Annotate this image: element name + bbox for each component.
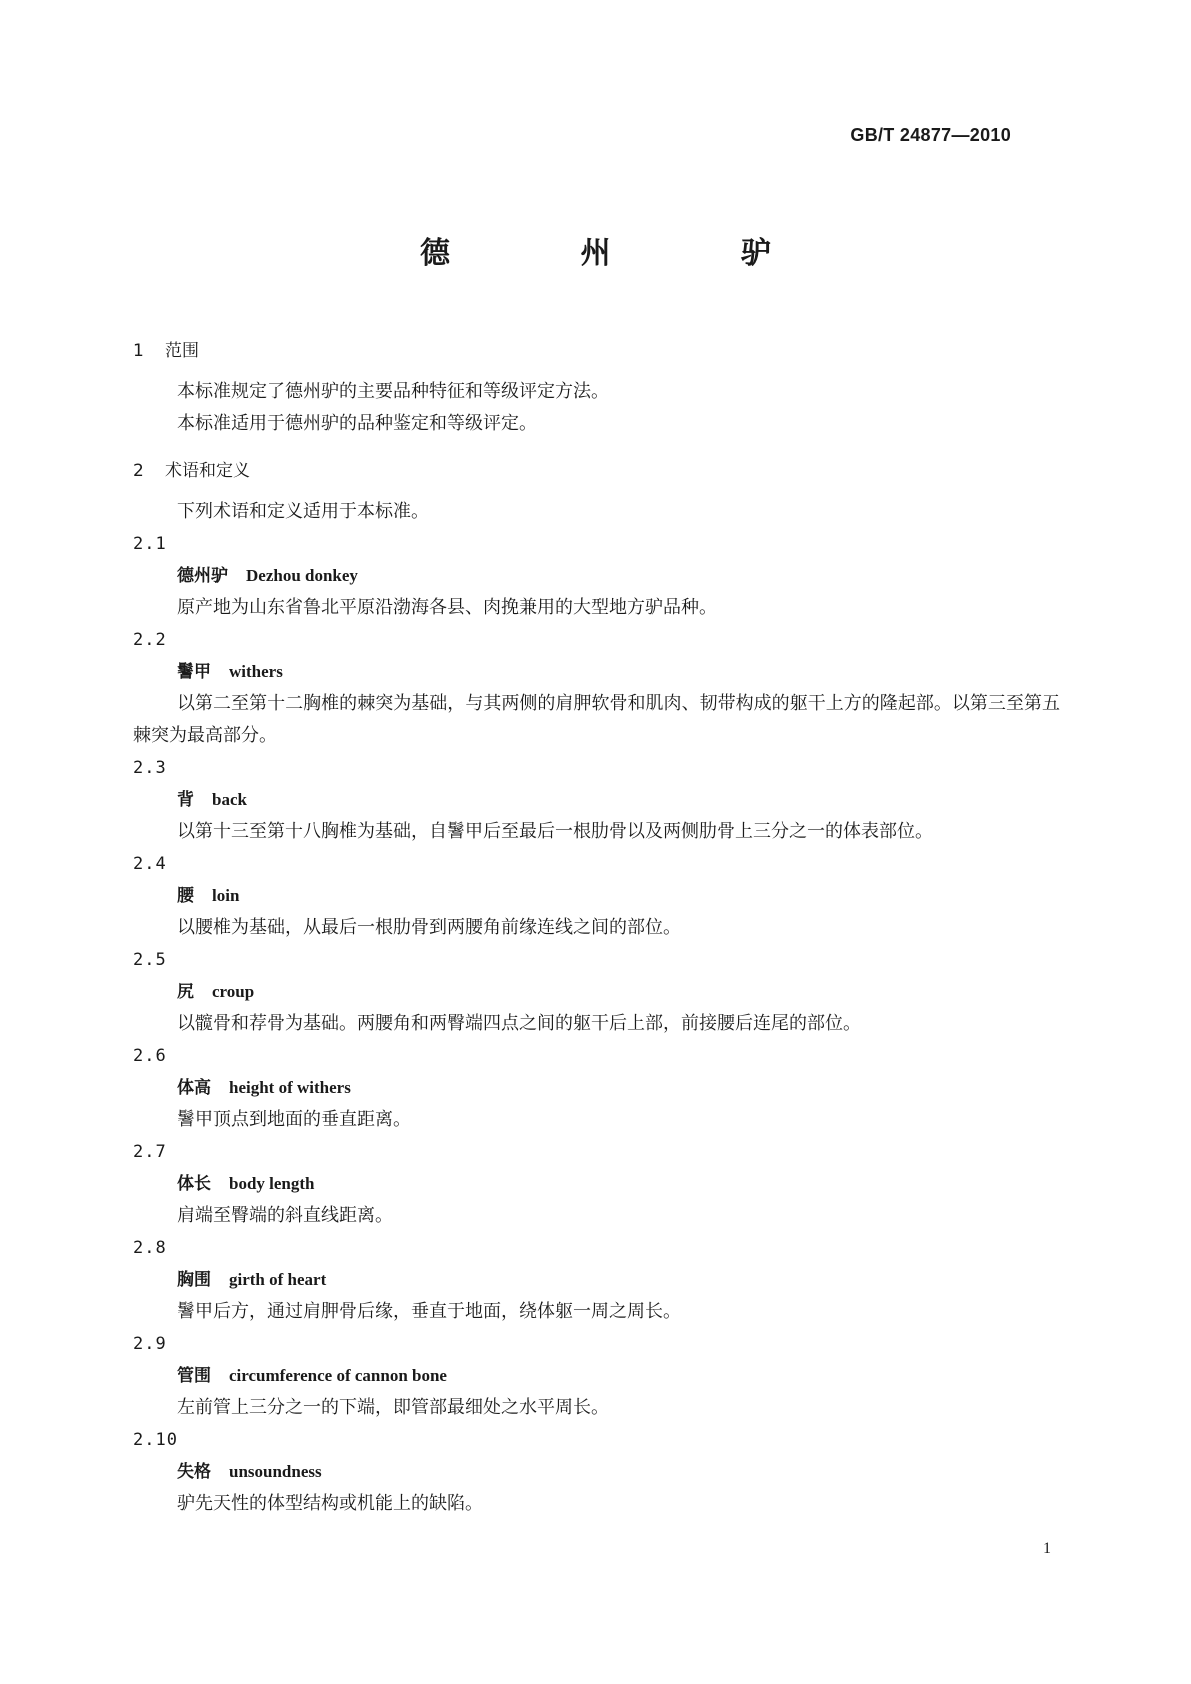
term-entry bbox=[133, 848, 1060, 944]
term-entry bbox=[133, 1040, 1060, 1136]
clause-number: 2.8 bbox=[133, 1238, 167, 1258]
scope-paragraph: 本标准规定了德州驴的主要品种特征和等级评定方法。 bbox=[177, 381, 609, 402]
term-zh: 体长 bbox=[177, 1174, 211, 1194]
term-title bbox=[133, 1456, 1060, 1488]
term-definition: 以腰椎为基础，从最后一根肋骨到两腰角前缘连线之间的部位。 bbox=[177, 917, 681, 938]
term-title bbox=[133, 1072, 1060, 1104]
term-title bbox=[133, 976, 1060, 1008]
clause-number: 2.1 bbox=[133, 534, 167, 554]
clause-number: 2.9 bbox=[133, 1334, 167, 1354]
term-en: withers bbox=[229, 662, 283, 681]
term-definition: 原产地为山东省鲁北平原沿渤海各县、肉挽兼用的大型地方驴品种。 bbox=[177, 597, 717, 618]
term-definition: 左前管上三分之一的下端，即管部最细处之水平周长。 bbox=[177, 1397, 609, 1418]
term-entry bbox=[133, 1424, 1060, 1520]
term-entry bbox=[133, 528, 1060, 624]
term-en: Dezhou donkey bbox=[246, 566, 358, 585]
clause-number: 2.7 bbox=[133, 1142, 167, 1162]
clause-number: 2.6 bbox=[133, 1046, 167, 1066]
term-zh: 德州驴 bbox=[177, 566, 228, 586]
section-number: 2 bbox=[133, 461, 144, 481]
term-zh: 管围 bbox=[177, 1366, 211, 1386]
section-heading-scope bbox=[133, 336, 1060, 366]
term-zh: 鬐甲 bbox=[177, 662, 211, 682]
term-entry bbox=[133, 1136, 1060, 1232]
term-en: girth of heart bbox=[229, 1270, 327, 1289]
term-definition: 肩端至臀端的斜直线距离。 bbox=[177, 1205, 393, 1226]
term-zh: 尻 bbox=[177, 982, 194, 1002]
clause-number: 2.10 bbox=[133, 1430, 178, 1450]
scope-paragraph: 本标准适用于德州驴的品种鉴定和等级评定。 bbox=[177, 413, 537, 434]
term-definition: 以第十三至第十八胸椎为基础，自鬐甲后至最后一根肋骨以及两侧肋骨上三分之一的体表部位。 bbox=[177, 821, 933, 842]
term-entry bbox=[133, 1328, 1060, 1424]
term-en: circumference of cannon bone bbox=[229, 1366, 447, 1385]
term-zh: 失格 bbox=[177, 1462, 211, 1482]
term-zh: 腰 bbox=[177, 886, 194, 906]
term-definition: 鬐甲顶点到地面的垂直距离。 bbox=[177, 1109, 411, 1130]
page-number: 1 bbox=[1043, 1540, 1051, 1557]
term-definition: 以髋骨和荐骨为基础。两腰角和两臀端四点之间的躯干后上部，前接腰后连尾的部位。 bbox=[177, 1013, 861, 1034]
term-definition: 驴先天性的体型结构或机能上的缺陷。 bbox=[177, 1493, 483, 1514]
section-heading-terms bbox=[133, 456, 1060, 486]
term-en: croup bbox=[212, 982, 255, 1001]
clause-number: 2.5 bbox=[133, 950, 167, 970]
clause-number: 2.3 bbox=[133, 758, 167, 778]
term-entry bbox=[133, 1232, 1060, 1328]
term-en: back bbox=[212, 790, 247, 809]
terms-intro: 下列术语和定义适用于本标准。 bbox=[177, 501, 429, 522]
term-zh: 胸围 bbox=[177, 1270, 211, 1290]
term-zh: 体高 bbox=[177, 1078, 211, 1098]
term-title bbox=[133, 880, 1060, 912]
term-en: loin bbox=[212, 886, 240, 905]
document-title: 德 州 驴 bbox=[420, 236, 831, 271]
clause-number: 2.2 bbox=[133, 630, 167, 650]
section-title: 术语和定义 bbox=[165, 461, 250, 481]
section-number: 1 bbox=[133, 341, 144, 361]
term-title bbox=[133, 1264, 1060, 1296]
term-definition: 以第二至第十二胸椎的棘突为基础，与其两侧的肩胛软骨和肌肉、韧带构成的躯干上方的隆起部。以第三至第五棘突为最高部分。 bbox=[133, 693, 1060, 746]
term-title bbox=[133, 656, 1060, 688]
term-entry bbox=[133, 752, 1060, 848]
term-zh: 背 bbox=[177, 790, 194, 810]
term-entry bbox=[133, 624, 1060, 752]
term-en: body length bbox=[229, 1174, 315, 1193]
term-entry bbox=[133, 944, 1060, 1040]
term-en: height of withers bbox=[229, 1078, 351, 1097]
clause-number: 2.4 bbox=[133, 854, 167, 874]
term-title bbox=[133, 784, 1060, 816]
term-title bbox=[133, 1168, 1060, 1200]
term-title bbox=[133, 560, 1060, 592]
standard-number: GB/T 24877—2010 bbox=[850, 125, 1011, 145]
section-title: 范围 bbox=[165, 341, 199, 361]
term-title bbox=[133, 1360, 1060, 1392]
document-body bbox=[133, 336, 1060, 1520]
term-definition: 鬐甲后方，通过肩胛骨后缘，垂直于地面，绕体躯一周之周长。 bbox=[177, 1301, 681, 1322]
term-en: unsoundness bbox=[229, 1462, 322, 1481]
